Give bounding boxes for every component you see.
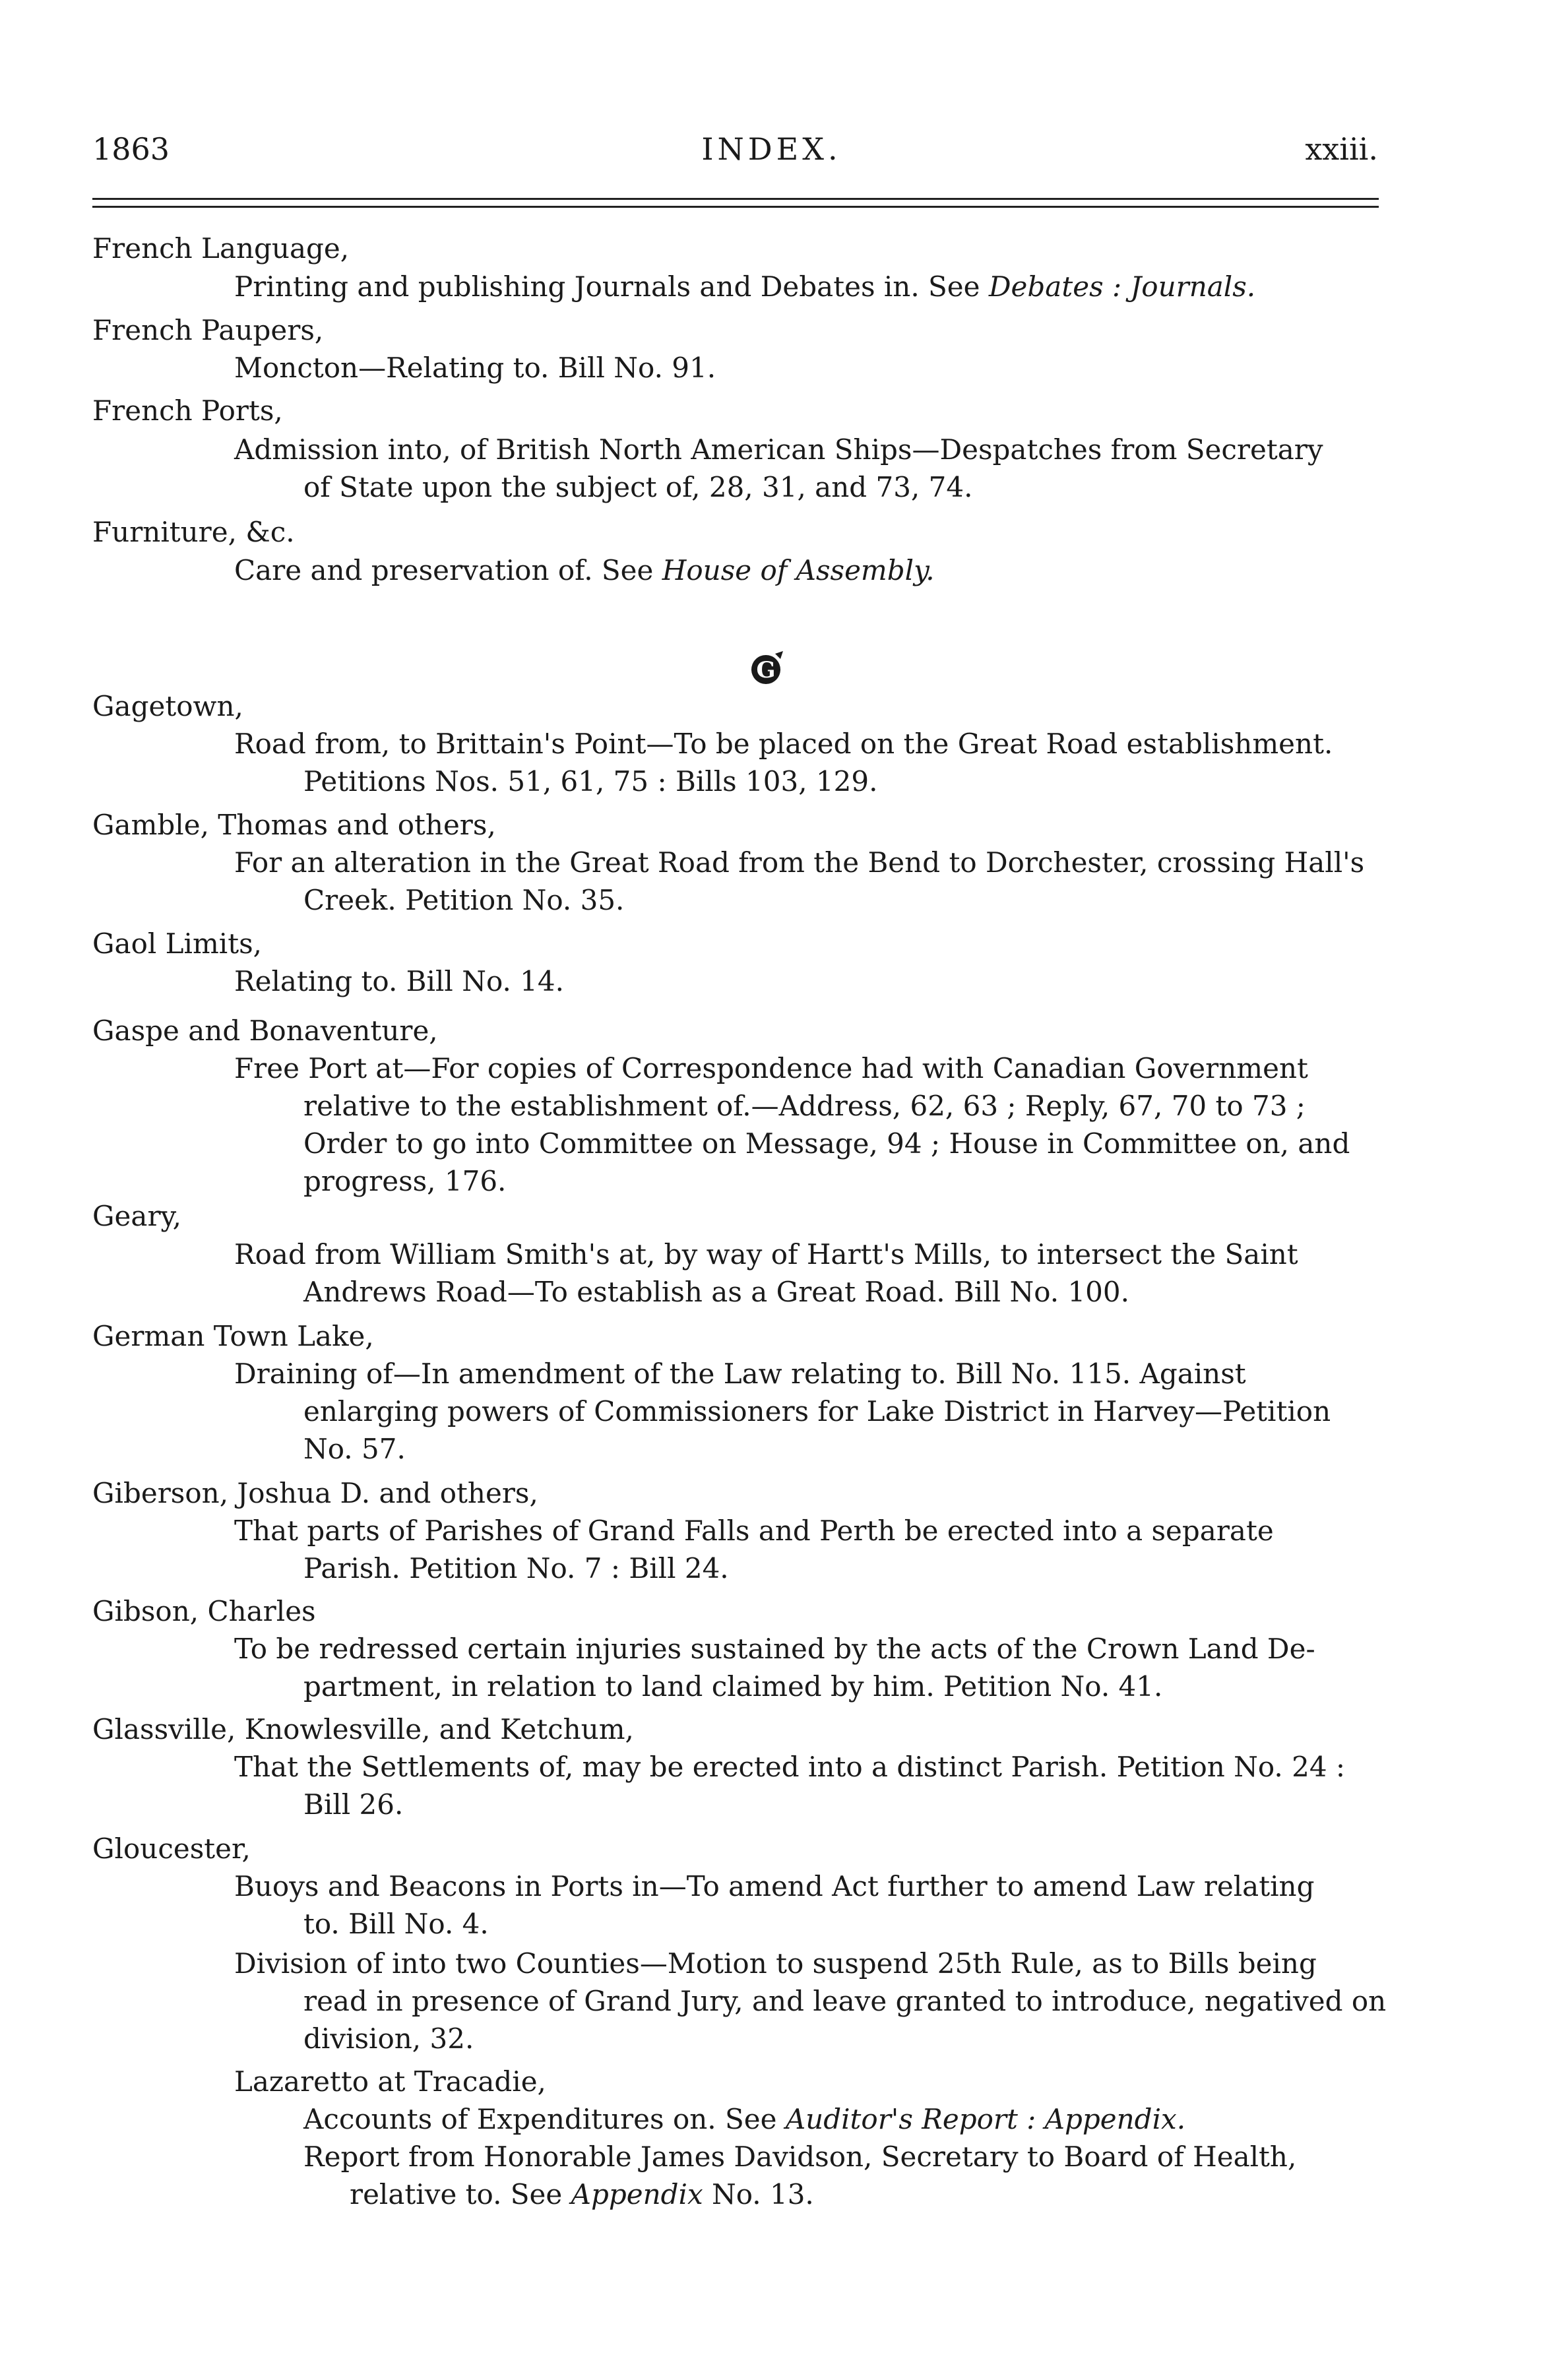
index-entry-continuation: progress, 176. bbox=[303, 1165, 507, 1197]
index-entry-heading: French Language, bbox=[92, 232, 350, 265]
index-entry-detail: Admission into, of British North American Ships—Despatches from Secretary bbox=[234, 433, 1323, 466]
index-entry-heading: Gloucester, bbox=[92, 1832, 251, 1865]
index-entry-continuation: of State upon the subject of, 28, 31, and 73, 74. bbox=[303, 471, 973, 503]
index-entry-detail: For an alteration in the Great Road from the Bend to Dorchester, crossing Hall's bbox=[234, 846, 1365, 879]
header-page-number: xxiii. bbox=[1305, 131, 1378, 167]
section-letter: G bbox=[756, 657, 776, 683]
index-entry-detail: Road from, to Brittain's Point—To be placed on the Great Road establishment. bbox=[234, 728, 1333, 760]
index-entry-subdetail bbox=[303, 2102, 1185, 2137]
index-entry-heading: French Ports, bbox=[92, 394, 283, 427]
index-entry-continuation: read in presence of Grand Jury, and leave granted to introduce, negatived on bbox=[303, 1985, 1387, 2017]
index-entry-continuation: to. Bill No. 4. bbox=[303, 1908, 489, 1940]
index-entry-heading: Giberson, Joshua D. and others, bbox=[92, 1477, 538, 1509]
index-entry-detail: Moncton—Relating to. Bill No. 91. bbox=[234, 352, 716, 384]
header-title: INDEX. bbox=[701, 131, 842, 167]
see-reference: Appendix bbox=[571, 2178, 703, 2210]
index-entry-heading: Glassville, Knowlesville, and Ketchum, bbox=[92, 1713, 634, 1745]
index-entry-continuation: enlarging powers of Commissioners for Lake District in Harvey—Petition bbox=[303, 1395, 1331, 1427]
index-entry-continuation: Order to go into Committee on Message, 94 ; House in Committee on, and bbox=[303, 1127, 1350, 1160]
see-reference: Debates : Journals. bbox=[988, 270, 1256, 303]
index-entry-detail: Lazaretto at Tracadie, bbox=[234, 2065, 546, 2098]
index-entry-detail: Buoys and Beacons in Ports in—To amend Act further to amend Law relating bbox=[234, 1870, 1315, 1902]
see-reference: Auditor's Report : Appendix. bbox=[785, 2103, 1186, 2135]
index-entry-detail: That the Settlements of, may be erected into a distinct Parish. Petition No. 24 : bbox=[234, 1751, 1346, 1783]
index-entry-detail: To be redressed certain injuries sustained by the acts of the Crown Land De- bbox=[234, 1633, 1315, 1665]
index-entry-continuation: division, 32. bbox=[303, 2022, 474, 2055]
index-entry-subdetail: Report from Honorable James Davidson, Secretary to Board of Health, bbox=[303, 2141, 1297, 2173]
index-entry-detail: That parts of Parishes of Grand Falls and Perth be erected into a separate bbox=[234, 1515, 1274, 1547]
index-entry-detail: Relating to. Bill No. 14. bbox=[234, 965, 564, 997]
index-entry-detail bbox=[234, 269, 1255, 305]
header-year: 1863 bbox=[92, 131, 170, 167]
index-entry-continuation: partment, in relation to land claimed by him. Petition No. 41. bbox=[303, 1670, 1163, 1703]
index-entry-detail: Draining of—In amendment of the Law relating to. Bill No. 115. Against bbox=[234, 1358, 1246, 1390]
index-entry-heading: Gibson, Charles bbox=[92, 1595, 316, 1627]
header-rule-bottom bbox=[92, 206, 1379, 208]
entry-text: Accounts of Expenditures on. See bbox=[303, 2103, 786, 2135]
index-entry-continuation: Creek. Petition No. 35. bbox=[303, 884, 625, 916]
index-entry-heading: Gagetown, bbox=[92, 690, 243, 722]
index-entry-detail: Division of into two Counties—Motion to suspend 25th Rule, as to Bills being bbox=[234, 1947, 1317, 1980]
index-entry-heading: Gaspe and Bonaventure, bbox=[92, 1015, 438, 1047]
entry-text: No. 13. bbox=[703, 2178, 814, 2210]
entry-text: Care and preservation of. See bbox=[234, 554, 662, 586]
index-entry-heading: Gaol Limits, bbox=[92, 927, 263, 960]
index-entry-heading: Gamble, Thomas and others, bbox=[92, 809, 496, 841]
index-entry-continuation: Petitions Nos. 51, 61, 75 : Bills 103, 129. bbox=[303, 765, 878, 798]
index-entry-heading: French Paupers, bbox=[92, 314, 324, 346]
entry-text: Printing and publishing Journals and Debates in. See bbox=[234, 270, 989, 303]
index-entry-heading: German Town Lake, bbox=[92, 1320, 374, 1352]
index-entry-detail bbox=[234, 553, 935, 588]
see-reference: House of Assembly. bbox=[662, 554, 935, 586]
section-letter-g-icon bbox=[749, 650, 786, 687]
index-entry-continuation: relative to the establishment of.—Address, 62, 63 ; Reply, 67, 70 to 73 ; bbox=[303, 1090, 1306, 1122]
index-entry-heading: Furniture, &c. bbox=[92, 516, 295, 548]
header-rule-top bbox=[92, 198, 1379, 200]
index-entry-continuation: Parish. Petition No. 7 : Bill 24. bbox=[303, 1552, 729, 1584]
index-entry-continuation: No. 57. bbox=[303, 1433, 406, 1465]
index-entry-detail: Free Port at—For copies of Correspondence had with Canadian Government bbox=[234, 1052, 1308, 1084]
index-entry-continuation: Andrews Road—To establish as a Great Road. Bill No. 100. bbox=[303, 1276, 1129, 1308]
entry-text: relative to. See bbox=[350, 2178, 571, 2210]
index-entry-continuation: Bill 26. bbox=[303, 1788, 404, 1821]
index-entry-heading: Geary, bbox=[92, 1200, 182, 1232]
index-entry-detail: Road from William Smith's at, by way of Hartt's Mills, to intersect the Saint bbox=[234, 1238, 1298, 1270]
index-entry-continuation bbox=[350, 2177, 814, 2212]
